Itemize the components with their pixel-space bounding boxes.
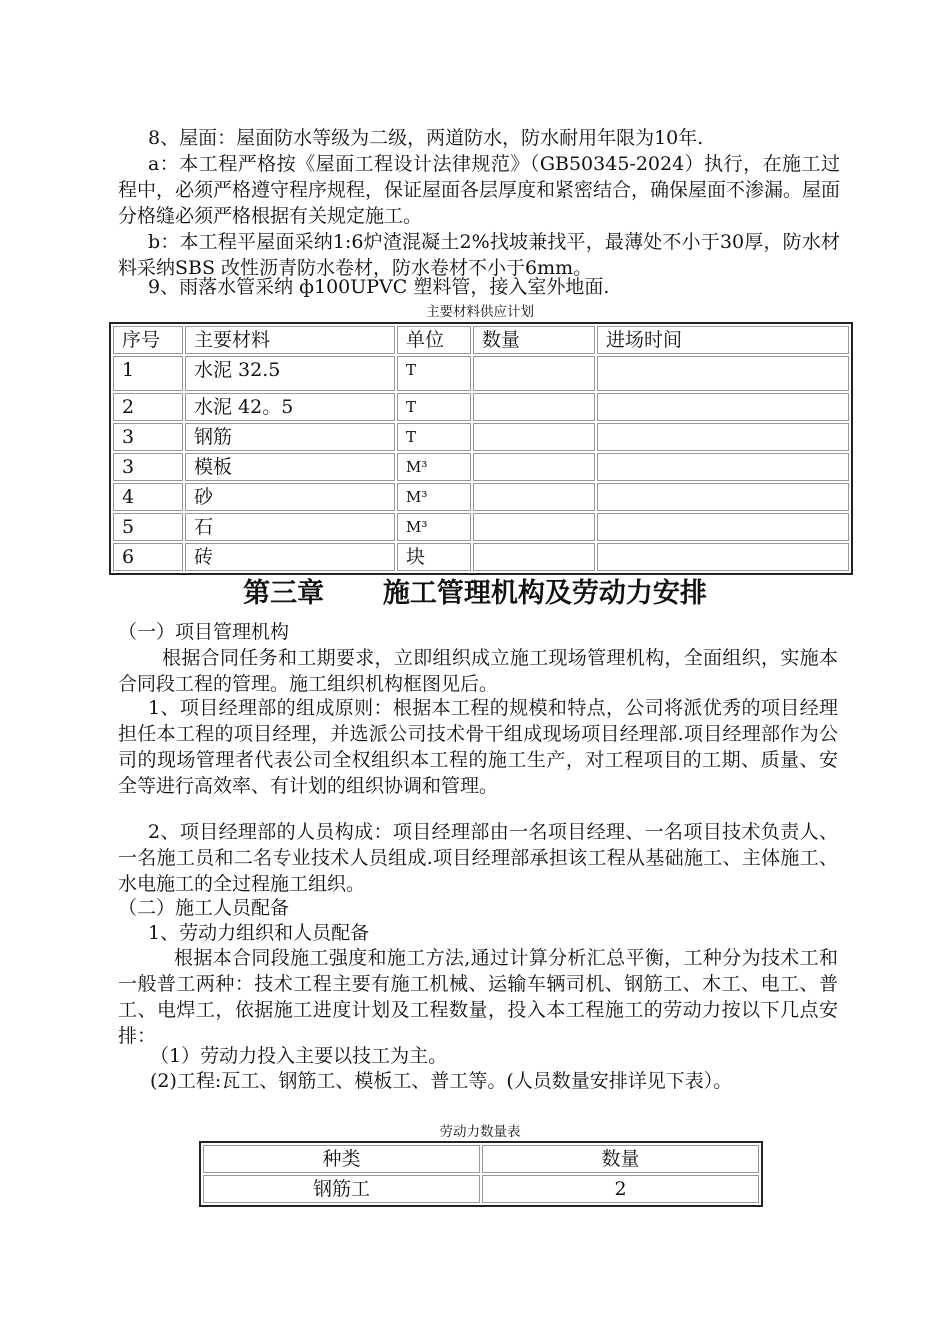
- row-arrival-time: [597, 483, 849, 511]
- header-no: 序号: [113, 326, 183, 354]
- table-row: [113, 423, 849, 451]
- row-material: 石: [185, 513, 395, 541]
- row-quantity: [473, 393, 595, 421]
- row-unit: M³: [397, 483, 471, 511]
- table-row: [113, 453, 849, 481]
- staffing-subheading: 1、劳动力组织和人员配备: [148, 922, 370, 944]
- row-no: 5: [113, 513, 183, 541]
- row-no: 2: [113, 393, 183, 421]
- row-type: 钢筋工: [203, 1175, 480, 1203]
- row-unit: M³: [397, 453, 471, 481]
- chapter-number: 第三章: [243, 578, 325, 609]
- row-quantity: [473, 356, 595, 391]
- row-quantity: [473, 543, 595, 571]
- table-header-row: [203, 1145, 759, 1173]
- labor-caption: 劳动力数量表: [439, 1124, 521, 1140]
- table-row: [113, 393, 849, 421]
- row-quantity: [473, 513, 595, 541]
- row-unit: T: [397, 356, 471, 391]
- row-arrival-time: [597, 423, 849, 451]
- row-material: 钢筋: [185, 423, 395, 451]
- table-row: [113, 513, 849, 541]
- header-arrival-time: 进场时间: [597, 326, 849, 354]
- materials-caption: 主要材料供应计划: [426, 304, 534, 320]
- section-heading-staffing: （二）施工人员配备: [118, 897, 290, 919]
- row-no: 4: [113, 483, 183, 511]
- row-unit: T: [397, 393, 471, 421]
- row-no: 3: [113, 453, 183, 481]
- row-no: 6: [113, 543, 183, 571]
- chapter-title: 施工管理机构及劳动力安排: [382, 578, 707, 609]
- row-unit: 块: [397, 543, 471, 571]
- management-para-1: 根据合同任务和工期要求，立即组织成立施工现场管理机构，全面组织，实施本合同段工程的管理。施工组织机构框图见后。: [118, 647, 838, 695]
- table-row: [113, 543, 849, 571]
- section-heading-management: （一）项目管理机构: [118, 621, 290, 643]
- row-arrival-time: [597, 453, 849, 481]
- table-row: [113, 483, 849, 511]
- header-type: 种类: [203, 1145, 480, 1173]
- row-material: 砖: [185, 543, 395, 571]
- table-row: [113, 356, 849, 391]
- row-arrival-time: [597, 356, 849, 391]
- staffing-item-2: (2)工程:瓦工、钢筋工、模板工、普工等。(人员数量安排详见下表）。: [150, 1070, 733, 1092]
- row-no: 1: [113, 356, 183, 391]
- roof-para-b: b：本工程平屋面采纳1:6炉渣混凝土2%找坡兼找平，最薄处不小于30厚，防水材料采纳SBS 改性沥青防水卷材，防水卷材不小于6mm。: [118, 231, 840, 279]
- row-material: 水泥 32.5: [185, 356, 395, 391]
- table-row: [203, 1175, 759, 1203]
- row-no: 3: [113, 423, 183, 451]
- header-quantity: 数量: [473, 326, 595, 354]
- row-material: 砂: [185, 483, 395, 511]
- labor-table: [199, 1141, 763, 1207]
- header-count: 数量: [482, 1145, 759, 1173]
- drain-pipe-line: 9、雨落水管采纳 ф100UPVC 塑料管，接入室外地面.: [148, 276, 610, 298]
- row-quantity: [473, 423, 595, 451]
- row-material: 水泥 42。5: [185, 393, 395, 421]
- header-unit: 单位: [397, 326, 471, 354]
- roof-line: 8、屋面：屋面防水等级为二级，两道防水，防水耐用年限为10年.: [148, 127, 704, 149]
- row-material: 模板: [185, 453, 395, 481]
- row-count: 2: [482, 1175, 759, 1203]
- roof-para-a: a：本工程严格按《屋面工程设计法律规范》（GB50345-2024）执行，在施工过程中，必须严格遵守程序规程，保证屋面各层厚度和紧密结合，确保屋面不渗漏。屋面分格缝必须严格根据有关规定施工。: [118, 153, 841, 227]
- row-arrival-time: [597, 393, 849, 421]
- staffing-item-1: （1）劳动力投入主要以技工为主。: [150, 1045, 448, 1067]
- table-header-row: [113, 326, 849, 354]
- materials-table: [109, 322, 853, 575]
- chapter-heading: [0, 576, 950, 612]
- row-arrival-time: [597, 513, 849, 541]
- management-para-3: 2、项目经理部的人员构成：项目经理部由一名项目经理、一名项目技术负责人、一名施工员和二名专业技术人员组成.项目经理部承担该工程从基础施工、主体施工、水电施工的全过程施工组织。: [118, 821, 838, 895]
- staffing-para-1: 根据本合同段施工强度和施工方法,通过计算分析汇总平衡，工种分为技术工和一般普工两种：技术工程主要有施工机械、运输车辆司机、钢筋工、木工、电工、普工、电焊工，依据施工进度计划及工程数量，投入本工程施工的劳动力按以下几点安排：: [118, 947, 838, 1047]
- row-unit: T: [397, 423, 471, 451]
- row-quantity: [473, 453, 595, 481]
- row-arrival-time: [597, 543, 849, 571]
- management-para-2: 1、项目经理部的组成原则：根据本工程的规模和特点，公司将派优秀的项目经理担任本工程的项目经理，并选派公司技术骨干组成现场项目经理部.项目经理部作为公司的现场管理者代表公司全权组织本工程的施工生产，对工程项目的工期、质量、安全等进行高效率、有计划的组织协调和管理。: [118, 697, 838, 797]
- row-unit: M³: [397, 513, 471, 541]
- header-material: 主要材料: [185, 326, 395, 354]
- row-quantity: [473, 483, 595, 511]
